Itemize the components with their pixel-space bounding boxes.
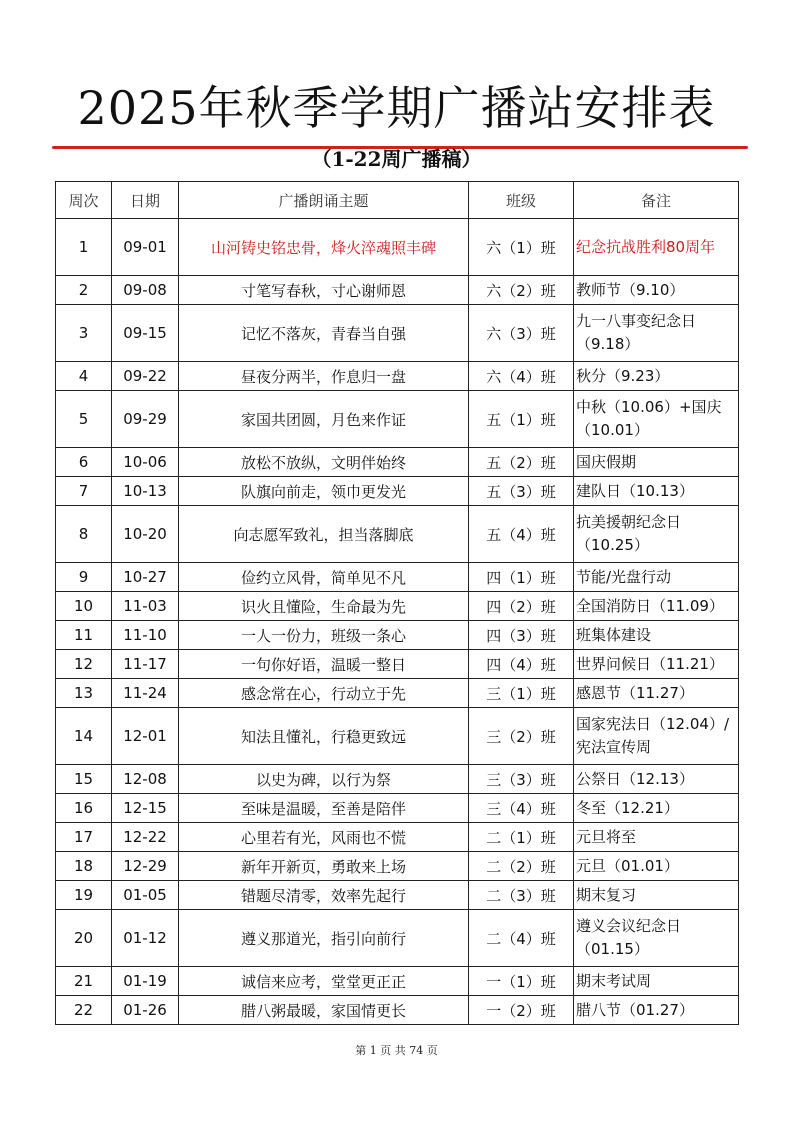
week-cell: 5 — [56, 391, 112, 448]
class-cell: 二（2）班 — [469, 852, 574, 881]
page-title: 2025年秋季学期广播站安排表 — [77, 81, 716, 135]
table-header-row — [56, 182, 739, 219]
date-cell: 10-20 — [112, 506, 179, 563]
note-cell: 元旦（01.01） — [574, 852, 739, 881]
note-cell: 腊八节（01.27） — [574, 996, 739, 1025]
week-cell: 13 — [56, 679, 112, 708]
table-row — [56, 852, 739, 881]
theme-cell: 诚信来应考，堂堂更正正 — [179, 967, 469, 996]
class-cell: 六（1）班 — [469, 219, 574, 276]
class-cell: 四（3）班 — [469, 621, 574, 650]
week-cell: 20 — [56, 910, 112, 967]
note-cell: 建队日（10.13） — [574, 477, 739, 506]
note-cell: 班集体建设 — [574, 621, 739, 650]
class-cell: 五（1）班 — [469, 391, 574, 448]
table-row — [56, 477, 739, 506]
page-footer: 第 1 页 共 74 页 — [355, 1044, 438, 1057]
table-row — [56, 563, 739, 592]
note-cell: 公祭日（12.13） — [574, 765, 739, 794]
class-cell: 一（2）班 — [469, 996, 574, 1025]
date-cell: 09-22 — [112, 362, 179, 391]
theme-cell: 记忆不落灰，青春当自强 — [179, 305, 469, 362]
table-row — [56, 621, 739, 650]
table-row — [56, 506, 739, 563]
table-row — [56, 391, 739, 448]
date-cell: 12-01 — [112, 708, 179, 765]
note-cell: 遵义会议纪念日（01.15） — [574, 910, 739, 967]
class-cell: 二（3）班 — [469, 881, 574, 910]
header-note: 备注 — [574, 182, 739, 219]
date-cell: 09-01 — [112, 219, 179, 276]
schedule-table — [55, 181, 739, 1025]
header-week: 周次 — [56, 182, 112, 219]
date-cell: 01-05 — [112, 881, 179, 910]
week-cell: 7 — [56, 477, 112, 506]
table-row — [56, 708, 739, 765]
table-row — [56, 910, 739, 967]
class-cell: 五（4）班 — [469, 506, 574, 563]
week-cell: 18 — [56, 852, 112, 881]
theme-cell: 错题尽清零，效率先起行 — [179, 881, 469, 910]
week-cell: 16 — [56, 794, 112, 823]
date-cell: 11-17 — [112, 650, 179, 679]
date-cell: 12-15 — [112, 794, 179, 823]
class-cell: 四（4）班 — [469, 650, 574, 679]
date-cell: 09-08 — [112, 276, 179, 305]
date-cell: 10-13 — [112, 477, 179, 506]
page-subtitle: （1-22周广播稿） — [311, 147, 482, 171]
table-row — [56, 219, 739, 276]
note-cell: 期末考试周 — [574, 967, 739, 996]
theme-cell: 队旗向前走，领巾更发光 — [179, 477, 469, 506]
table-row — [56, 967, 739, 996]
theme-cell: 放松不放纵，文明伴始终 — [179, 448, 469, 477]
theme-cell: 以史为碑，以行为祭 — [179, 765, 469, 794]
date-cell: 10-27 — [112, 563, 179, 592]
table-row — [56, 362, 739, 391]
theme-cell: 向志愿军致礼，担当落脚底 — [179, 506, 469, 563]
header-date: 日期 — [112, 182, 179, 219]
theme-cell: 一句你好语，温暖一整日 — [179, 650, 469, 679]
class-cell: 三（4）班 — [469, 794, 574, 823]
theme-cell: 家国共团圆，月色来作证 — [179, 391, 469, 448]
note-cell: 抗美援朝纪念日（10.25） — [574, 506, 739, 563]
class-cell: 五（3）班 — [469, 477, 574, 506]
note-cell: 中秋（10.06）+国庆（10.01） — [574, 391, 739, 448]
theme-cell: 感念常在心，行动立于先 — [179, 679, 469, 708]
note-cell: 感恩节（11.27） — [574, 679, 739, 708]
table-row — [56, 448, 739, 477]
note-cell: 国庆假期 — [574, 448, 739, 477]
table-row — [56, 794, 739, 823]
theme-cell: 一人一份力，班级一条心 — [179, 621, 469, 650]
date-cell: 11-24 — [112, 679, 179, 708]
week-cell: 14 — [56, 708, 112, 765]
theme-cell: 识火且懂险，生命最为先 — [179, 592, 469, 621]
class-cell: 五（2）班 — [469, 448, 574, 477]
theme-cell: 腊八粥最暖，家国情更长 — [179, 996, 469, 1025]
theme-cell: 心里若有光，风雨也不慌 — [179, 823, 469, 852]
class-cell: 三（3）班 — [469, 765, 574, 794]
week-cell: 8 — [56, 506, 112, 563]
theme-cell: 俭约立风骨，简单见不凡 — [179, 563, 469, 592]
week-cell: 2 — [56, 276, 112, 305]
date-cell: 12-22 — [112, 823, 179, 852]
theme-cell: 遵义那道光，指引向前行 — [179, 910, 469, 967]
table-row — [56, 305, 739, 362]
class-cell: 六（4）班 — [469, 362, 574, 391]
week-cell: 6 — [56, 448, 112, 477]
class-cell: 二（4）班 — [469, 910, 574, 967]
week-cell: 19 — [56, 881, 112, 910]
date-cell: 01-12 — [112, 910, 179, 967]
note-cell: 纪念抗战胜利80周年 — [574, 219, 739, 276]
header-theme: 广播朗诵主题 — [179, 182, 469, 219]
week-cell: 10 — [56, 592, 112, 621]
theme-cell: 昼夜分两半，作息归一盘 — [179, 362, 469, 391]
note-cell: 教师节（9.10） — [574, 276, 739, 305]
date-cell: 11-10 — [112, 621, 179, 650]
theme-cell: 至味是温暖，至善是陪伴 — [179, 794, 469, 823]
class-cell: 四（2）班 — [469, 592, 574, 621]
week-cell: 21 — [56, 967, 112, 996]
date-cell: 10-06 — [112, 448, 179, 477]
class-cell: 二（1）班 — [469, 823, 574, 852]
date-cell: 01-19 — [112, 967, 179, 996]
note-cell: 节能/光盘行动 — [574, 563, 739, 592]
table-row — [56, 823, 739, 852]
note-cell: 秋分（9.23） — [574, 362, 739, 391]
table-row — [56, 765, 739, 794]
note-cell: 世界问候日（11.21） — [574, 650, 739, 679]
table-row — [56, 679, 739, 708]
note-cell: 期末复习 — [574, 881, 739, 910]
table-row — [56, 276, 739, 305]
date-cell: 11-03 — [112, 592, 179, 621]
table-row — [56, 650, 739, 679]
week-cell: 15 — [56, 765, 112, 794]
table-row — [56, 592, 739, 621]
week-cell: 9 — [56, 563, 112, 592]
week-cell: 4 — [56, 362, 112, 391]
date-cell: 09-29 — [112, 391, 179, 448]
week-cell: 1 — [56, 219, 112, 276]
week-cell: 17 — [56, 823, 112, 852]
date-cell: 12-29 — [112, 852, 179, 881]
note-cell: 冬至（12.21） — [574, 794, 739, 823]
week-cell: 3 — [56, 305, 112, 362]
week-cell: 22 — [56, 996, 112, 1025]
date-cell: 12-08 — [112, 765, 179, 794]
week-cell: 11 — [56, 621, 112, 650]
class-cell: 三（2）班 — [469, 708, 574, 765]
note-cell: 元旦将至 — [574, 823, 739, 852]
date-cell: 09-15 — [112, 305, 179, 362]
date-cell: 01-26 — [112, 996, 179, 1025]
week-cell: 12 — [56, 650, 112, 679]
theme-cell: 山河铸史铭忠骨，烽火淬魂照丰碑 — [179, 219, 469, 276]
note-cell: 全国消防日（11.09） — [574, 592, 739, 621]
class-cell: 六（2）班 — [469, 276, 574, 305]
table-row — [56, 996, 739, 1025]
theme-cell: 新年开新页，勇敢来上场 — [179, 852, 469, 881]
header-class: 班级 — [469, 182, 574, 219]
class-cell: 四（1）班 — [469, 563, 574, 592]
table-row — [56, 881, 739, 910]
class-cell: 一（1）班 — [469, 967, 574, 996]
class-cell: 三（1）班 — [469, 679, 574, 708]
theme-cell: 知法且懂礼，行稳更致远 — [179, 708, 469, 765]
note-cell: 国家宪法日（12.04）/宪法宣传周 — [574, 708, 739, 765]
class-cell: 六（3）班 — [469, 305, 574, 362]
table-body — [56, 219, 739, 1025]
theme-cell: 寸笔写春秋，寸心谢师恩 — [179, 276, 469, 305]
note-cell: 九一八事变纪念日（9.18） — [574, 305, 739, 362]
